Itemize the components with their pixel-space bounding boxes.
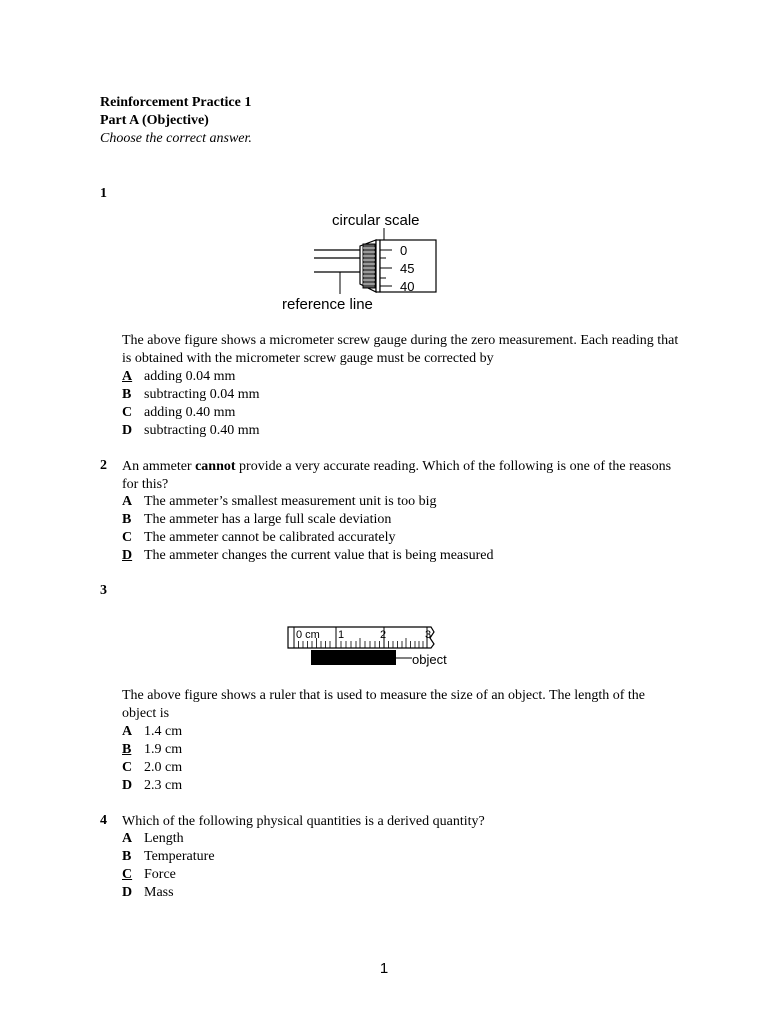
worksheet-title: Reinforcement Practice 1 [100, 95, 252, 110]
q3-option-c[interactable] [122, 759, 182, 777]
question-number-2: 2 [100, 458, 107, 473]
option-text: subtracting 0.04 mm [144, 387, 260, 402]
part-heading: Part A (Objective) [100, 113, 209, 128]
instruction-text: Choose the correct answer. [100, 131, 252, 146]
q4-option-b[interactable] [122, 848, 215, 866]
option-text: The ammeter’s smallest measurement unit is too big [144, 494, 437, 509]
scale-value-45: 45 [400, 261, 415, 276]
option-letter: D [122, 423, 133, 438]
q2-option-a[interactable] [122, 493, 437, 511]
q4-option-d[interactable] [122, 884, 174, 902]
option-text: 2.0 cm [144, 760, 183, 775]
option-text: Force [144, 867, 176, 882]
option-letter: B [122, 849, 132, 864]
page-number: 1 [379, 960, 389, 977]
option-letter: D [122, 778, 133, 793]
option-letter: C [122, 867, 133, 882]
object-label: object [412, 652, 447, 667]
option-letter: B [122, 387, 132, 402]
q2-text-bold: cannot [195, 459, 236, 474]
option-letter: B [122, 742, 132, 757]
option-letter: D [122, 885, 133, 900]
option-letter: A [122, 724, 133, 739]
option-letter: D [122, 548, 133, 563]
micrometer-figure [280, 206, 450, 316]
question-2-text [122, 458, 682, 493]
q1-option-b[interactable] [122, 386, 260, 404]
question-number-1: 1 [100, 186, 107, 201]
q2-option-d[interactable] [122, 547, 493, 565]
q1-option-d[interactable] [122, 422, 260, 440]
q1-option-a[interactable] [122, 368, 235, 386]
circular-scale-label: circular scale [332, 212, 420, 229]
option-text: adding 0.04 mm [144, 369, 236, 384]
q2-text-before: An ammeter [122, 459, 192, 474]
question-4-text: Which of the following physical quantities is a derived quantity? [122, 814, 485, 829]
option-letter: A [122, 831, 133, 846]
option-letter: C [122, 760, 133, 775]
option-text: 2.3 cm [144, 778, 183, 793]
ruler-label-0cm: 0 cm [296, 629, 320, 641]
option-text: The ammeter cannot be calibrated accurately [144, 530, 396, 545]
option-text: Mass [144, 885, 174, 900]
option-letter: C [122, 405, 133, 420]
scale-value-40: 40 [400, 279, 415, 294]
option-text: 1.9 cm [144, 742, 183, 757]
q3-option-b[interactable] [122, 741, 182, 759]
ruler-label-3: 3 [425, 629, 432, 641]
question-number-4: 4 [100, 813, 107, 828]
option-text: adding 0.40 mm [144, 405, 236, 420]
option-letter: C [122, 530, 133, 545]
q3-option-d[interactable] [122, 777, 182, 795]
option-letter: A [122, 369, 133, 384]
option-text: The ammeter changes the current value that is being measured [144, 548, 494, 563]
q1-option-c[interactable] [122, 404, 235, 422]
option-text: subtracting 0.40 mm [144, 423, 260, 438]
option-text: 1.4 cm [144, 724, 183, 739]
q2-text-after: provide a very accurate reading. Which of the following is one of the reasons for this? [122, 459, 672, 492]
question-1-text: The above figure shows a micrometer screw gauge during the zero measurement. Each reading that is obtained with the micrometer screw gauge must be corrected by [122, 333, 679, 366]
option-text: The ammeter has a large full scale deviation [144, 512, 392, 527]
question-number-3: 3 [100, 583, 107, 598]
reference-line-label: reference line [282, 296, 373, 313]
option-text: Length [144, 831, 184, 846]
q4-option-a[interactable] [122, 830, 184, 848]
ruler-figure [284, 624, 454, 670]
ruler-label-1: 1 [338, 629, 345, 641]
q3-option-a[interactable] [122, 723, 182, 741]
option-letter: A [122, 494, 133, 509]
q2-option-c[interactable] [122, 529, 395, 547]
question-3-text: The above figure shows a ruler that is used to measure the size of an object. The length of the object is [122, 688, 646, 721]
option-letter: B [122, 512, 132, 527]
q2-option-b[interactable] [122, 511, 391, 529]
option-text: Temperature [144, 849, 215, 864]
scale-value-0: 0 [400, 243, 408, 258]
ruler-label-2: 2 [380, 629, 387, 641]
q4-option-c[interactable] [122, 866, 176, 884]
